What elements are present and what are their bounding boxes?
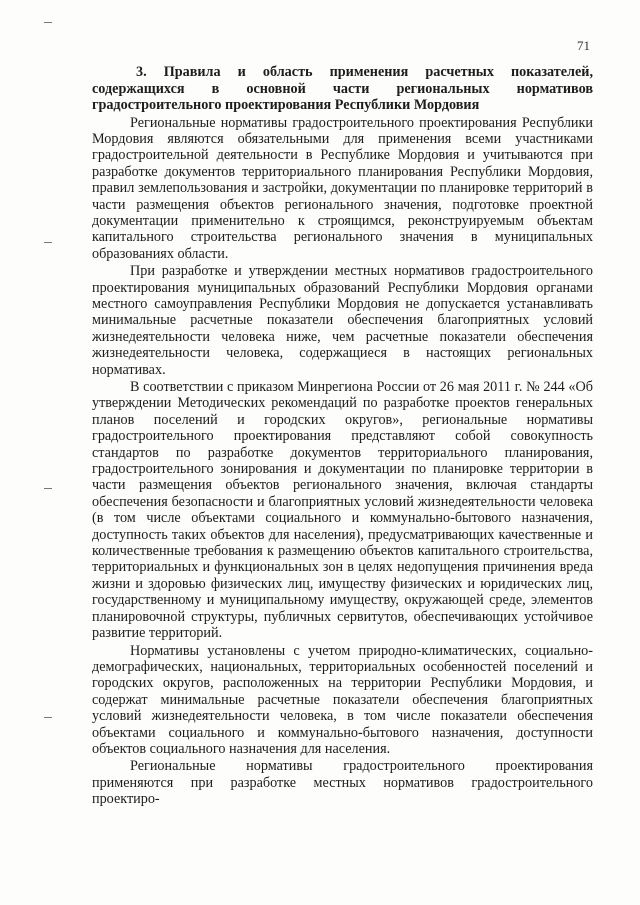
paragraph-5: Региональные нормативы градостроительного проектирования применяются при разработке местных нормативов градостроительного проектиро-	[92, 758, 593, 808]
page-number: 71	[577, 38, 590, 53]
margin-mark	[44, 242, 52, 243]
margin-mark	[44, 717, 52, 718]
paragraph-4: Нормативы установлены с учетом природно-климатических, социально-демографических, национальных, территориальных особенностей поселений и городских округов, расположенных на территории Республики Мордовия, и содержат минимальные расчетные показатели обеспечения благоприятных условий жизнедеятельности человека, в том числе показатели обеспечения объектами социального и коммунально-бытового назначения, доступности объектов социального назначения для населения.	[92, 642, 593, 757]
paragraph-3: В соответствии с приказом Минрегиона России от 26 мая 2011 г. № 244 «Об утверждении Методических рекомендаций по разработке проектов генеральных планов поселений и городских округов», региональные нормативы градостроительного проектирования представляют собой совокупность стандартов по разработке документов территориального планирования, градостроительного зонирования и документации по планировке территории в части размещения объектов регионального значения, включая стандарты обеспечения безопасности и благоприятных условий жизнедеятельности человека (в том числе объектами социального и коммунально-бытового назначения, доступность таких объектов для населения), предусматривающих качественные и количественные требования к размещению объектов капитального строительства, территориальных и функциональных зон в целях недопущения причинения вреда жизни и здоровью физических лиц, имуществу физических и юридических лиц, государственному и муниципальному имуществу, окружающей среде, элементов планировочной структуры, публичных сервитутов, обеспечивающих устойчивое развитие территорий.	[92, 379, 593, 642]
section-title: 3. Правила и область применения расчетных показателей, содержащихся в основной части региональных нормативов градостроительного проектирования Республики Мордовия	[92, 64, 593, 113]
paragraph-1: Региональные нормативы градостроительного проектирования Республики Мордовия являются обязательными для применения всеми участниками градостроительной деятельности в Республике Мордовия и учитываются при разработке документов территориального планирования Республики Мордовия, правил землепользования и застройки, документации по планировке территорий в части размещения объектов регионального значения, подготовке проектной документации применительно к строящимся, реконструируемым объектам капитального строительства регионального значения в муниципальных образованиях области.	[92, 114, 593, 262]
margin-mark	[44, 22, 52, 23]
margin-mark	[44, 488, 52, 489]
paragraph-2: При разработке и утверждении местных нормативов градостроительного проектирования муниципальных образований Республики Мордовия органами местного самоуправления Республики Мордовия не допускается устанавливать минимальные расчетные показатели обеспечения благоприятных условий жизнедеятельности человека ниже, чем расчетные показатели обеспечения жизнедеятельности человека, содержащиеся в настоящих региональных нормативах.	[92, 263, 593, 378]
document-body	[92, 64, 593, 808]
